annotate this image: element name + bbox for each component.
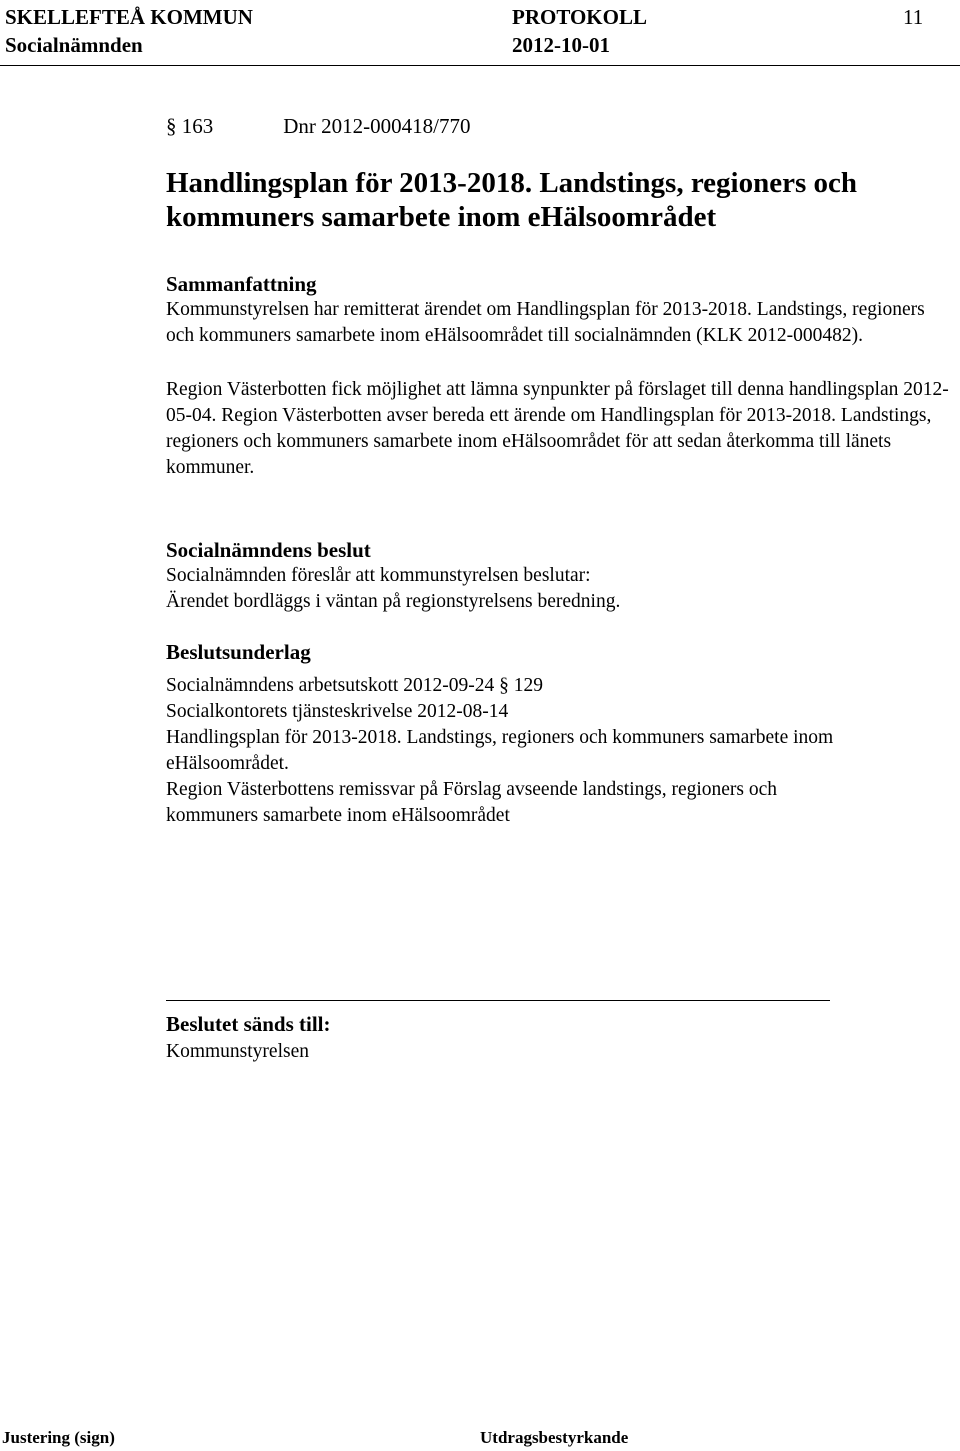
committee-name: Socialnämnden: [5, 33, 143, 57]
header-divider: [0, 65, 960, 66]
summary-section: [166, 271, 956, 481]
sent-to-section: [166, 1011, 956, 1065]
decision-heading: Socialnämndens beslut: [166, 538, 371, 562]
decision-line-1: Socialnämnden föreslår att kommunstyrelsen beslutar:: [166, 565, 591, 586]
diary-number: Dnr 2012-000418/770: [283, 114, 471, 138]
basis-section: [166, 639, 846, 829]
section-divider: [166, 1000, 830, 1001]
summary-paragraph-1: Kommunstyrelsen har remitterat ärendet om Handlingsplan för 2013-2018. Landstings, regioners och kommuners samarbete inom eHälsoområdet till socialnämnden (KLK 2012-000482).: [166, 299, 925, 346]
org-name: SKELLEFTEÅ KOMMUN: [5, 5, 253, 29]
basis-item: Handlingsplan för 2013-2018. Landstings, regioners och kommuners samarbete inom eHälsoområdet.: [166, 727, 834, 774]
basis-item: Socialnämndens arbetsutskott 2012-09-24 § 129: [166, 675, 543, 696]
basis-item: Region Västerbottens remissvar på Förslag avseende landstings, regioners och kommuners samarbete inom eHälsoområdet: [166, 779, 778, 826]
decision-section: [166, 537, 956, 615]
certificate-label: Utdragsbestyrkande: [480, 1428, 629, 1447]
basis-item: Socialkontorets tjänsteskrivelse 2012-08-14: [166, 701, 509, 722]
page-number: 11: [903, 5, 924, 29]
sent-to-recipient: Kommunstyrelsen: [166, 1041, 309, 1062]
summary-heading: Sammanfattning: [166, 272, 317, 296]
paragraph-number: § 163: [166, 114, 214, 138]
decision-line-2: Ärendet bordläggs i väntan på regionstyrelsens beredning.: [166, 591, 621, 612]
meeting-date: 2012-10-01: [512, 33, 610, 57]
case-reference: [166, 113, 471, 139]
summary-paragraph-2: Region Västerbotten fick möjlighet att lämna synpunkter på förslaget till denna handlingsplan 2012-05-04. Region Västerbotten avser bereda ett ärende om Handlingsplan för 2013-2018. Landstings, regioners och kommuners samarbete inom eHälsoområdet för att sedan återkomma till länets kommuner.: [166, 379, 949, 478]
document-type: PROTOKOLL: [512, 5, 647, 29]
basis-heading: Beslutsunderlag: [166, 640, 311, 664]
case-title: Handlingsplan för 2013-2018. Landstings, regioners och kommuners samarbete inom eHälsoområdet: [166, 167, 858, 233]
signature-label: Justering (sign): [2, 1428, 115, 1447]
sent-to-heading: Beslutet sänds till:: [166, 1012, 331, 1036]
